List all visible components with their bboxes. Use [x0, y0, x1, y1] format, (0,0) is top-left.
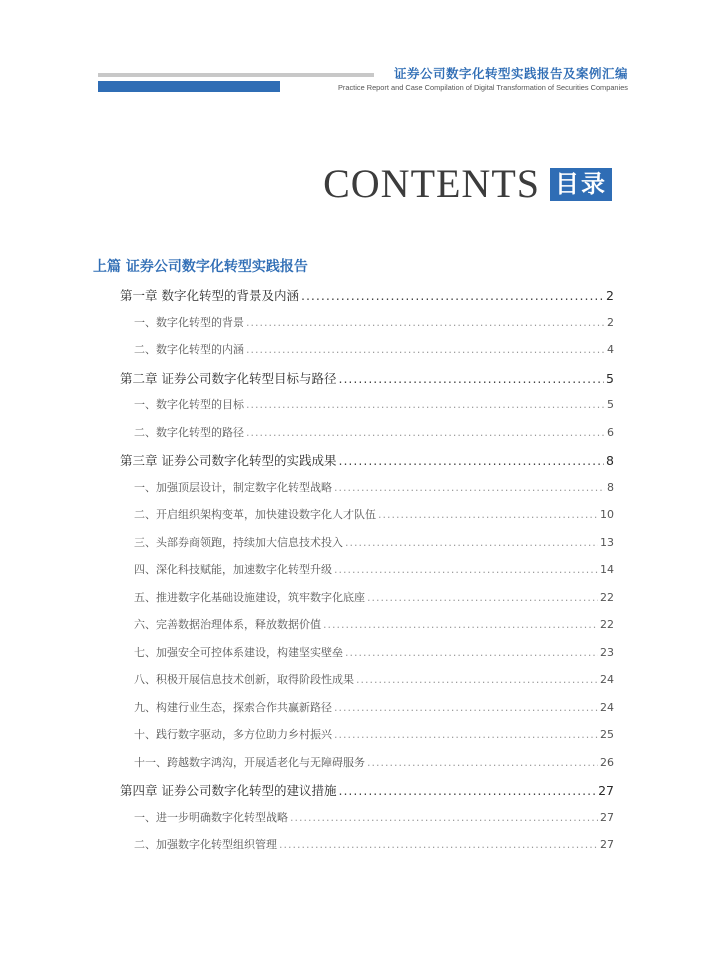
toc-section-entry[interactable]: [134, 754, 614, 770]
toc-entry-title: 一、进一步明确数字化转型战略: [134, 810, 288, 824]
toc-page-number: 8: [606, 453, 614, 468]
toc-entry-title: 十、践行数字驱动，多方位助力乡村振兴: [134, 728, 332, 741]
toc-section-entry[interactable]: [134, 534, 614, 550]
toc-chapter-entry[interactable]: [120, 781, 614, 799]
toc-page-number: 10: [600, 508, 614, 521]
toc-entry-title: 二、加强数字化转型组织管理: [134, 838, 277, 851]
toc-page-number: 8: [607, 480, 614, 494]
toc-page-number: 13: [600, 535, 614, 549]
toc-page-number: 27: [600, 810, 614, 824]
toc-page-number: 27: [598, 783, 614, 798]
toc-entry-title: 九、构建行业生态，探索合作共赢新路径: [134, 700, 332, 714]
toc-dot-leader: [246, 426, 605, 439]
toc-section-entry[interactable]: [134, 479, 614, 495]
toc-dot-leader: [334, 701, 598, 714]
toc-section-entry[interactable]: [134, 424, 614, 440]
toc-page-number: 2: [607, 315, 614, 329]
toc-section-entry[interactable]: [134, 726, 614, 742]
toc-chapter-entry[interactable]: [120, 451, 614, 469]
toc-section-entry[interactable]: [134, 616, 614, 632]
header-gray-bar: [98, 73, 374, 77]
toc-dot-leader: [246, 316, 605, 329]
toc-dot-leader: [345, 536, 598, 549]
toc-page-number: 27: [600, 838, 614, 851]
toc-entry-title: 五、推进数字化基础设施建设，筑牢数字化底座: [134, 590, 365, 604]
toc-entry-title: 一、加强顶层设计，制定数字化转型战略: [134, 480, 332, 494]
toc-section-entry[interactable]: [134, 314, 614, 330]
toc-section-entry[interactable]: [134, 341, 614, 357]
toc-section-entry[interactable]: [134, 589, 614, 605]
toc-entry-title: 八、积极开展信息技术创新，取得阶段性成果: [134, 673, 354, 686]
toc-section-entry[interactable]: [134, 396, 614, 412]
toc-entry-title: 七、加强安全可控体系建设，构建坚实壁垒: [134, 645, 343, 659]
toc-dot-leader: [367, 591, 598, 604]
header-title-en: Practice Report and Case Compilation of Digital Transformation of Securities Companies: [337, 83, 628, 92]
toc-dot-leader: [246, 343, 605, 356]
toc-dot-leader: [323, 618, 598, 631]
toc-section-entry[interactable]: [134, 506, 614, 522]
toc-section-entry[interactable]: [134, 699, 614, 715]
part-title: 上篇 证券公司数字化转型实践报告: [93, 259, 308, 275]
toc-page-number: 24: [600, 700, 614, 714]
toc-page-number: 22: [600, 618, 614, 631]
toc-page-number: 23: [600, 645, 614, 659]
toc-entry-title: 六、完善数据治理体系，释放数据价值: [134, 618, 321, 631]
toc-entry-title: 一、数字化转型的背景: [134, 315, 244, 329]
contents-heading: [323, 161, 612, 206]
toc-entry-title: 第四章 证券公司数字化转型的建议措施: [120, 783, 337, 798]
toc-page-number: 4: [607, 343, 614, 356]
toc-page-number: 25: [600, 728, 614, 741]
toc-entry-title: 二、开启组织架构变革，加快建设数字化人才队伍: [134, 508, 376, 521]
toc-entry-title: 一、数字化转型的目标: [134, 398, 244, 411]
toc-dot-leader: [334, 563, 598, 576]
toc-page-number: 6: [607, 425, 614, 439]
toc-section-entry[interactable]: [134, 671, 614, 687]
toc-dot-leader: [334, 481, 605, 494]
toc-entry-title: 第三章 证券公司数字化转型的实践成果: [120, 453, 337, 468]
toc-section-entry[interactable]: [134, 809, 614, 825]
toc-entry-title: 第二章 证券公司数字化转型目标与路径: [120, 370, 337, 386]
toc-dot-leader: [338, 371, 604, 386]
toc-section-entry[interactable]: [134, 561, 614, 577]
toc-chapter-entry[interactable]: [120, 286, 614, 304]
toc-page-number: 24: [600, 673, 614, 686]
toc-entry-title: 十一、跨越数字鸿沟，开展适老化与无障碍服务: [134, 755, 365, 769]
toc-dot-leader: [334, 728, 598, 741]
toc-dot-leader: [279, 838, 598, 851]
toc-page-number: 5: [607, 398, 614, 411]
contents-badge: 目录: [550, 168, 612, 201]
toc-dot-leader: [367, 756, 598, 769]
header-title-cn: 证券公司数字化转型实践报告及案例汇编: [393, 66, 628, 81]
toc-dot-leader: [378, 508, 598, 521]
toc-page-number: 26: [600, 755, 614, 769]
toc-section-entry[interactable]: [134, 836, 614, 852]
toc-chapter-entry[interactable]: [120, 369, 614, 387]
toc-page-number: 14: [600, 563, 614, 576]
toc-dot-leader: [338, 783, 596, 798]
toc-dot-leader: [301, 288, 604, 303]
toc-dot-leader: [356, 673, 598, 686]
toc-entry-title: 三、头部券商领跑，持续加大信息技术投入: [134, 535, 343, 549]
header-blue-bar: [98, 81, 280, 92]
toc-dot-leader: [246, 398, 605, 411]
contents-word: CONTENTS: [323, 161, 540, 206]
toc-dot-leader: [345, 646, 598, 659]
toc-entry-title: 二、数字化转型的路径: [134, 425, 244, 439]
toc-entry-title: 第一章 数字化转型的背景及内涵: [120, 288, 299, 303]
toc-entry-title: 四、深化科技赋能，加速数字化转型升级: [134, 563, 332, 576]
toc-page-number: 22: [600, 590, 614, 604]
toc-dot-leader: [338, 453, 604, 468]
toc-page-number: 2: [606, 288, 614, 303]
toc-section-entry[interactable]: [134, 644, 614, 660]
toc-entry-title: 二、数字化转型的内涵: [134, 343, 244, 356]
toc-dot-leader: [290, 811, 598, 824]
toc-page-number: 5: [606, 370, 614, 386]
